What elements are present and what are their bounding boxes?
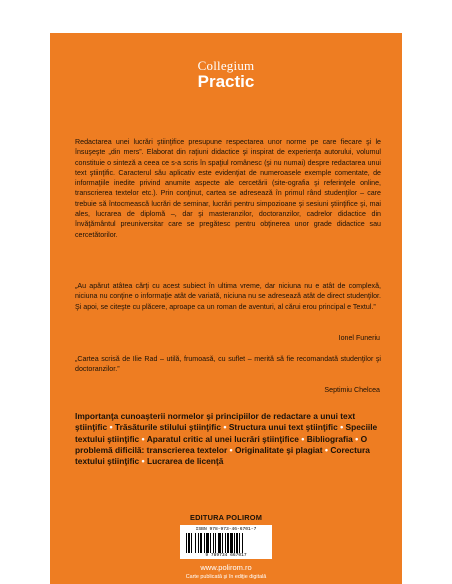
bullet-icon: •: [324, 444, 328, 455]
bullet-icon: •: [109, 422, 113, 433]
digital-edition-note: Carte publicată şi în ediţie digitală: [185, 574, 267, 580]
bullet-icon: •: [301, 433, 305, 444]
bullet-icon: •: [229, 444, 233, 455]
topic-item: Corectura textului ştiinţific: [75, 444, 370, 467]
book-description: Redactarea unei lucrări ştiinţifice presupune respectarea unor norme pe care fiecare şi le însuşeşte „din mers”. Elaborat din raţiuni didactice şi inspirat de experienţa autorului, volumul constituie o sinteză a ceea ce s-a scris în spaţiul românesc (şi nu numai) despre redactarea unui text ştiinţific. Caracterul său aplicativ este evidenţiat de numeroasele exemple comentate, de informaţiile inedite privind anumite aspecte ale cercetării (site-ografia şi referinţele online, transcrierea textelor etc.). Prin conţinut, cartea se adresează în primul rând studenţilor – care trebuie să întocmească lucrări de seminar, lucrări pentru simpozioane şi sesiuni ştiinţifice şi, mai ales, lucrarea de diplomă –, dar şi masteranzilor, doctoranzilor, cadrelor didactice din învăţământul preuniversitar care se pregătesc pentru obţinerea unor grade didactice sau cercetătorilor.: [75, 138, 381, 239]
publisher-website: www.polirom.ro: [200, 563, 252, 572]
topic-item: Lucrarea de licenţă: [147, 456, 224, 467]
topic-item: Originalitate şi plagiat: [235, 444, 323, 455]
bullet-icon: •: [340, 422, 344, 433]
isbn-number: ISBN 978-973-46-6701-7: [195, 527, 257, 532]
quote-1-author: Ionel Funeriu: [338, 334, 380, 342]
quote-2: „Cartea scrisă de Ilie Rad – utilă, frumoasă, cu suflet – merită să fie recomandată studenţilor şi doctoranzilor.”: [75, 355, 381, 374]
book-back-cover: [50, 33, 402, 584]
logo-collegium: Collegium: [197, 58, 255, 73]
topic-item: Trăsăturile stilului ştiinţific: [114, 422, 222, 433]
topic-item: O problemă dificilă: transcrierea textelor: [75, 433, 368, 455]
bullet-icon: •: [141, 456, 145, 467]
bullet-icon: •: [141, 433, 145, 444]
topic-item: Structura unui text ştiinţific: [228, 422, 338, 433]
topics-list: [75, 411, 383, 467]
quote-1: „Au apărut atâtea cărţi cu acest subiect în ultima vreme, dar niciuna nu e atât de complexă, niciuna nu conţine o informaţie atât de variată, niciuna nu se adresează atât de direct studenţilor. Şi apoi, se citeşte cu plăcere, aproape ca un roman de aventuri, al cărui erou principal e Textul.”: [75, 282, 381, 311]
bullet-icon: •: [223, 422, 227, 433]
isbn-barcode: [180, 525, 272, 559]
topic-item: Speciile textului ştiinţific: [75, 422, 378, 444]
barcode-number: 9 789734 667017: [205, 553, 247, 558]
quote-2-author: Septimiu Chelcea: [324, 386, 380, 394]
topic-item: Bibliografia: [306, 433, 353, 444]
topic-item: Aparatul critic al unei lucrări ştiinţifice: [146, 433, 299, 444]
bullet-icon: •: [355, 433, 359, 444]
barcode-icon: [186, 533, 266, 553]
publisher-name: EDITURA POLIROM: [189, 513, 263, 522]
logo-practic: Practic: [197, 72, 255, 91]
collection-logo: [186, 58, 266, 91]
topic-item: Importanţa cunoaşterii normelor şi principiilor de redactare a unui text ştiinţific: [75, 411, 356, 433]
